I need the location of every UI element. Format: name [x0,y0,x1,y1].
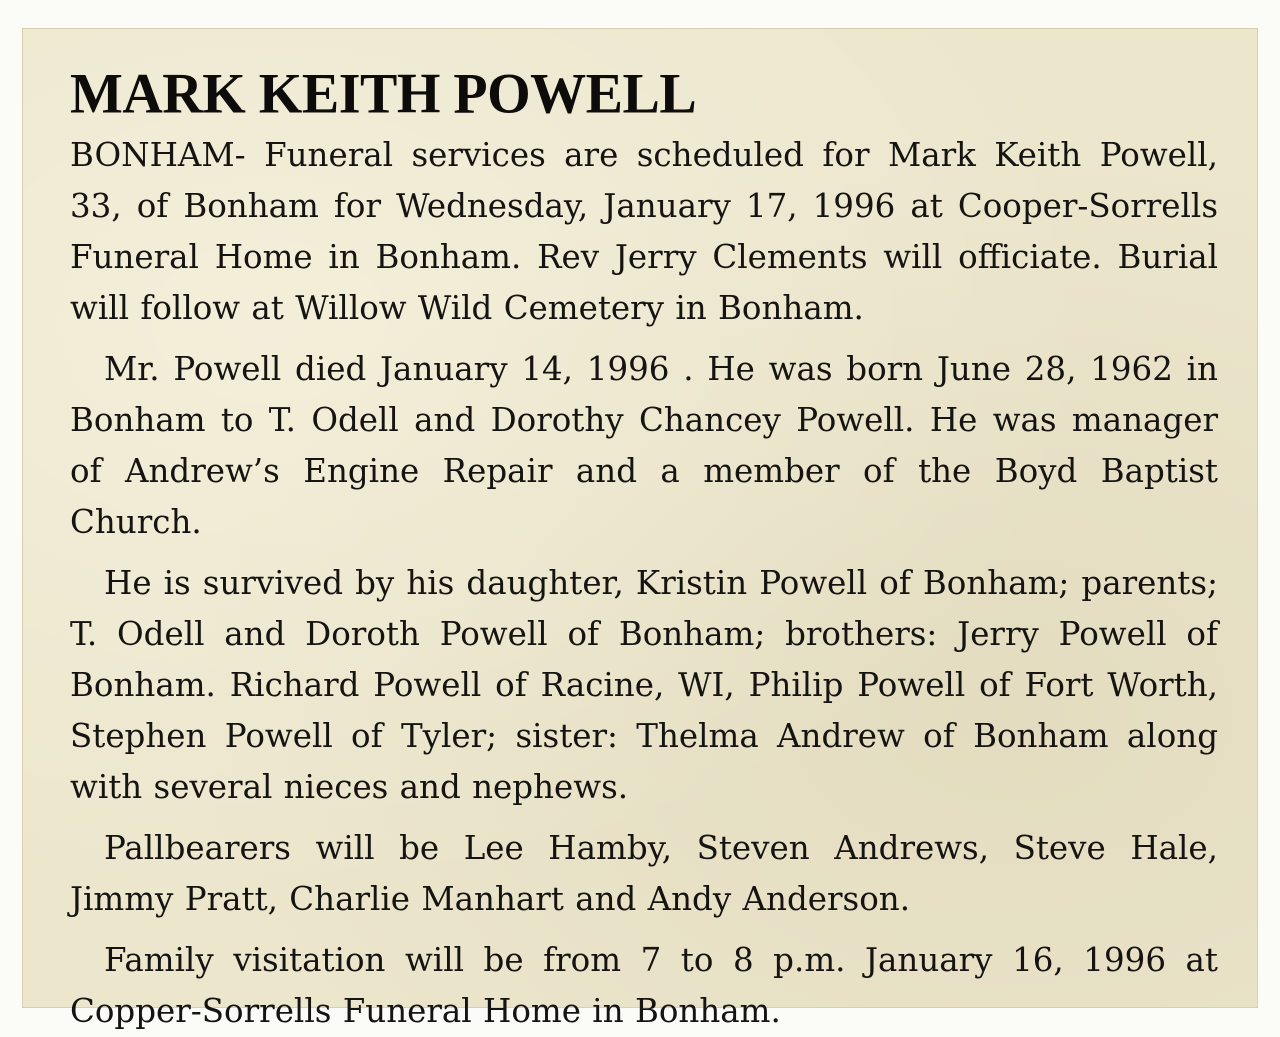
paragraph-biography: Mr. Powell died January 14, 1996 . He was born June 28, 1962 in Bonham to T. Odell and Dorothy Chancey Powell. He was manager of Andrew’s Engine Repair and a member of the Boyd Baptist Church. [70,350,1218,541]
paragraph-funeral-services: BONHAM- Funeral services are scheduled for Mark Keith Powell, 33, of Bonham for Wednesday, January 17, 1996 at Cooper-Sorrells Funeral Home in Bonham. Rev Jerry Clements will officiate. Burial will follow at Willow Wild Cemetery in Bonham. [70,136,1218,327]
obituary-headline: MARK KEITH POWELL [70,62,697,126]
paragraph-survivors: He is survived by his daughter, Kristin Powell of Bonham; parents; T. Odell and Doroth Powell of Bonham; brothers: Jerry Powell of Bonham. Richard Powell of Racine, WI, Philip Powell of Fort Worth, Stephen Powell of Tyler; sister: Thelma Andrew of Bonham along with several nieces and nephews. [70,564,1218,806]
paragraph-pallbearers: Pallbearers will be Lee Hamby, Steven Andrews, Steve Hale, Jimmy Pratt, Charlie Manhart and Andy Anderson. [70,829,1218,918]
newspaper-clipping [22,28,1258,1030]
paragraph-visitation: Family visitation will be from 7 to 8 p.m. January 16, 1996 at Copper-Sorrells Funeral Home in Bonham. [70,941,1218,1030]
